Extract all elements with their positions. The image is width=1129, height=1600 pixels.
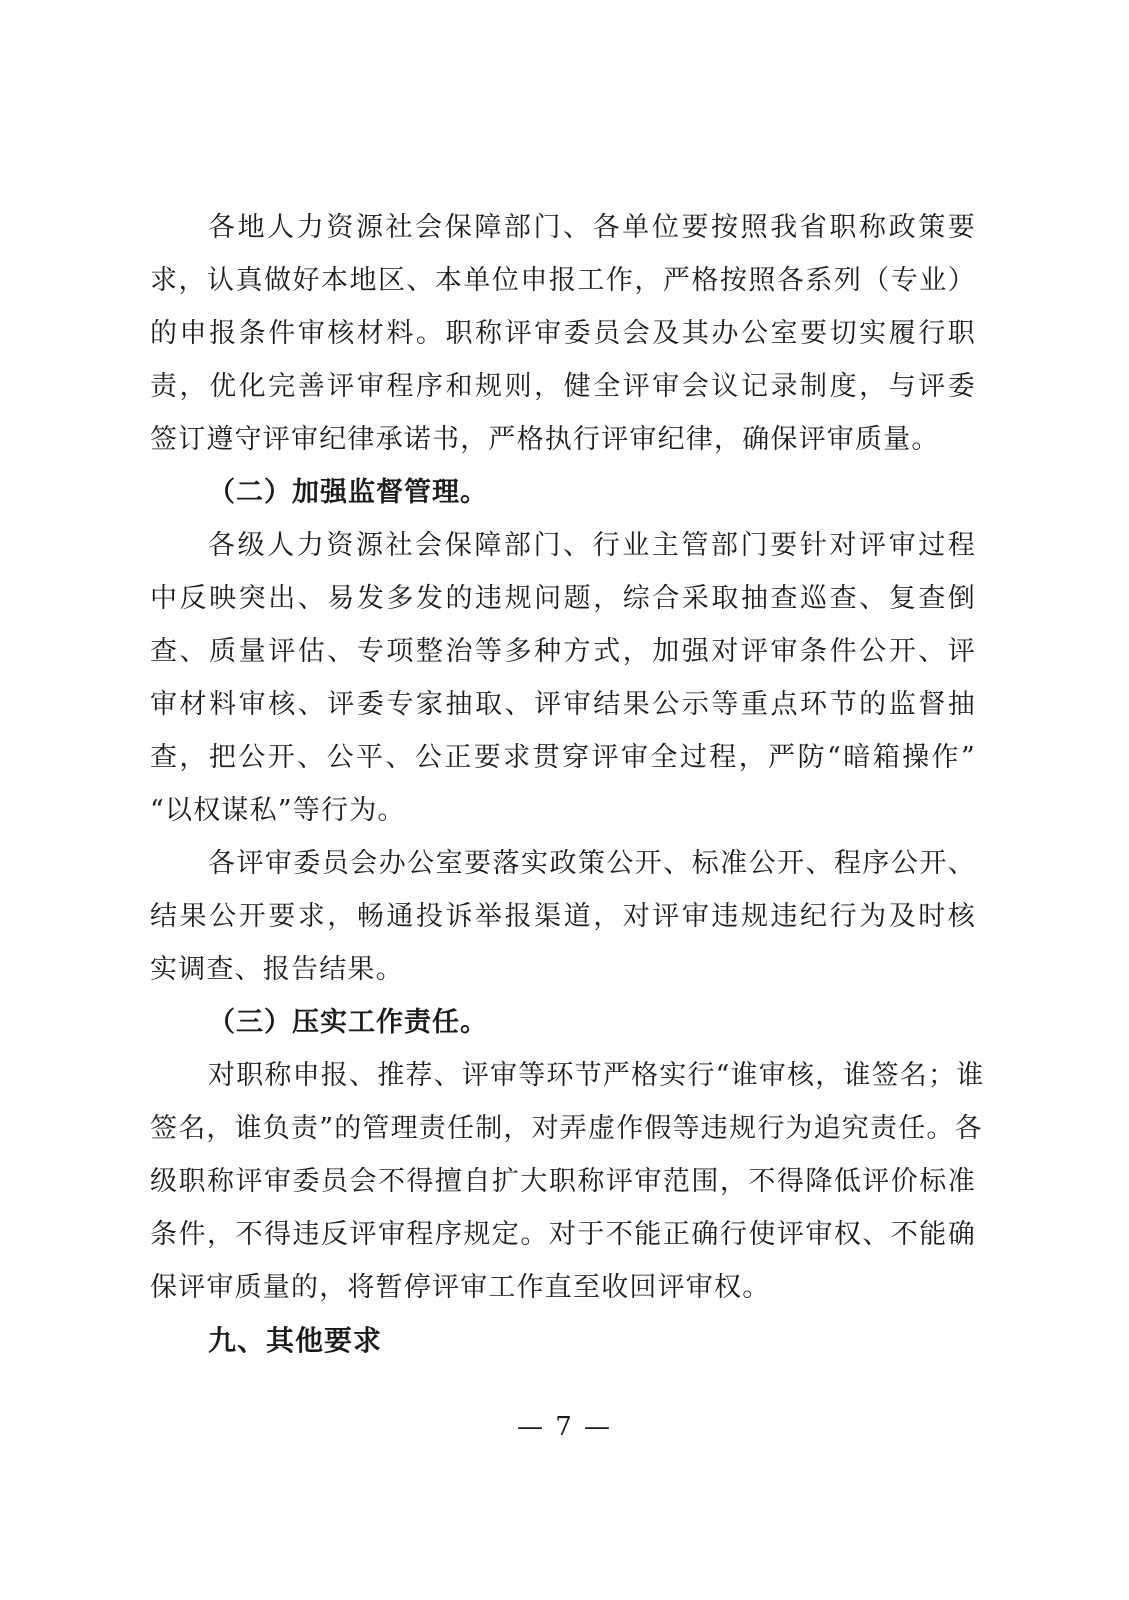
section-subheading: （三）压实工作责任。	[208, 1007, 488, 1038]
paragraph-line: 审材料审核、评委专家抽取、评审结果公示等重点环节的监督抽	[150, 689, 976, 720]
document-body	[150, 206, 985, 1372]
paragraph-line: 签订遵守评审纪律承诺书，严格执行评审纪律，确保评审质量。	[150, 424, 940, 455]
section-heading: 九、其他要求	[208, 1324, 383, 1357]
paragraph-line: 查，把公开、公平、公正要求贯穿评审全过程，严防“暗箱操作”	[150, 742, 976, 773]
paragraph-line: 对职称申报、推荐、评审等环节严格实行“谁审核，谁签名；谁	[208, 1060, 985, 1091]
paragraph-line: 各地人力资源社会保障部门、各单位要按照我省职称政策要	[208, 212, 976, 243]
paragraph-line: 签名，谁负责”的管理责任制，对弄虚作假等违规行为追究责任。各	[150, 1113, 983, 1144]
paragraph-line: 保评审质量的，将暂停评审工作直至收回评审权。	[150, 1272, 771, 1303]
paragraph-line: “以权谋私”等行为。	[150, 795, 406, 826]
paragraph-line: 求，认真做好本地区、本单位申报工作，严格按照各系列（专业）	[150, 265, 976, 296]
paragraph-line: 的申报条件审核材料。职称评审委员会及其办公室要切实履行职	[150, 318, 976, 349]
section-subheading: （二）加强监督管理。	[208, 477, 488, 508]
paragraph-line: 各评审委员会办公室要落实政策公开、标准公开、程序公开、	[208, 848, 976, 879]
paragraph-line: 实调查、报告结果。	[150, 954, 404, 985]
page-number: — 7 —	[516, 1412, 613, 1442]
paragraph-line: 结果公开要求，畅通投诉举报渠道，对评审违规违纪行为及时核	[150, 901, 976, 932]
paragraph-line: 级职称评审委员会不得擅自扩大职称评审范围，不得降低评价标准	[150, 1166, 976, 1197]
paragraph-line: 查、质量评估、专项整治等多种方式，加强对评审条件公开、评	[150, 636, 976, 667]
paragraph-line: 各级人力资源社会保障部门、行业主管部门要针对评审过程	[208, 530, 976, 561]
paragraph-line: 条件，不得违反评审程序规定。对于不能正确行使评审权、不能确	[150, 1219, 976, 1250]
paragraph-line: 中反映突出、易发多发的违规问题，综合采取抽查巡查、复查倒	[150, 583, 976, 614]
paragraph-line: 责，优化完善评审程序和规则，健全评审会议记录制度，与评委	[150, 371, 976, 402]
